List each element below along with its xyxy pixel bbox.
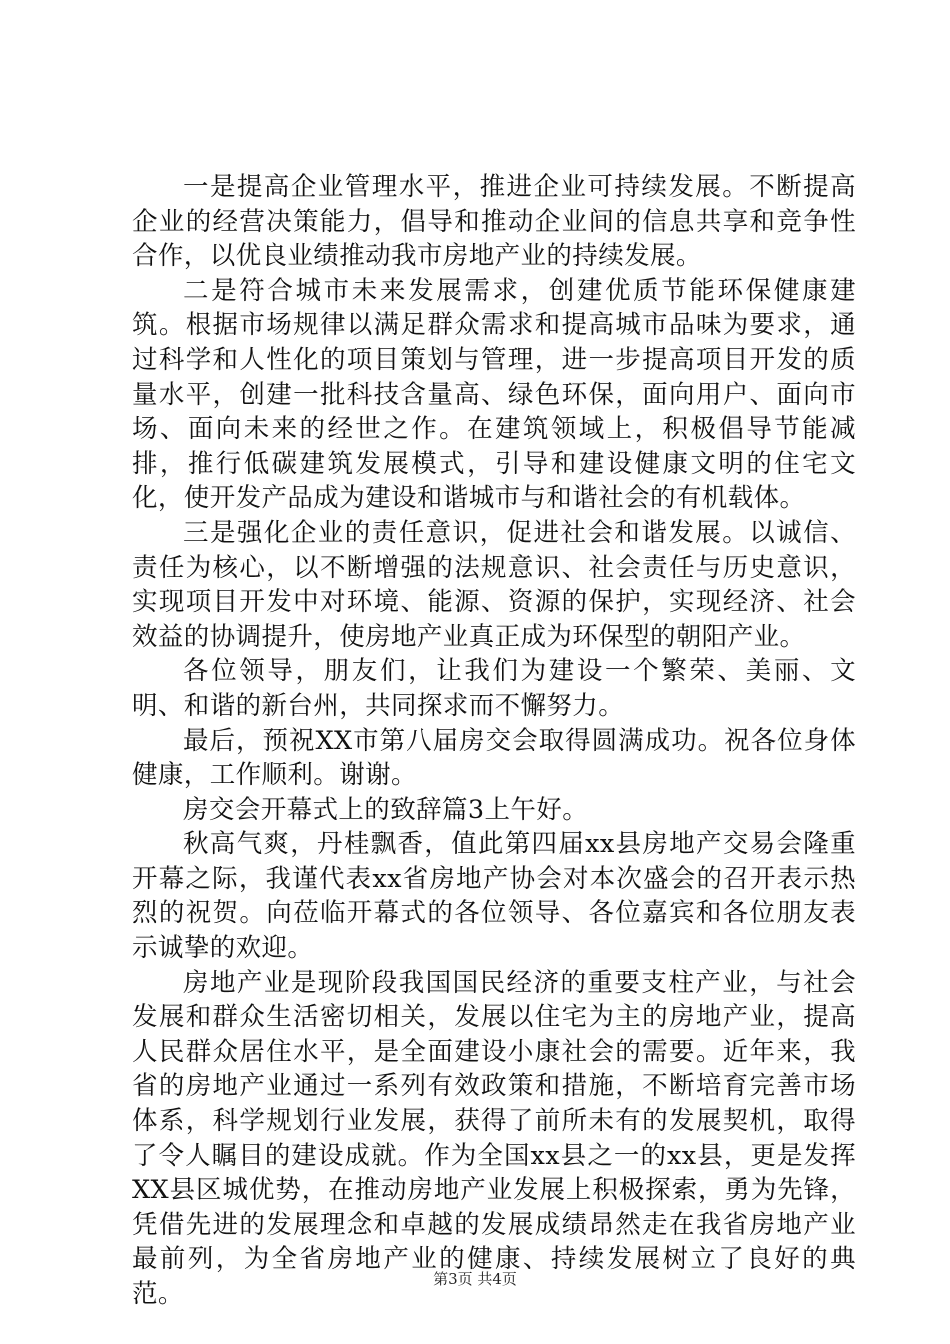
page-footer: 第3页 共4页: [433, 1270, 517, 1288]
paragraph-6: 房交会开幕式上的致辞篇3上午好。: [183, 794, 589, 825]
paragraph-5: 最后，预祝XX市第八届房交会取得圆满成功。祝各位身体健康，工作顺利。谢谢。: [132, 725, 856, 791]
paragraph-3: 三是强化企业的责任意识，促进社会和谐发展。以诚信、责任为核心，以不断增强的法规意识、社会责任与历史意识，实现项目开发中对环境、能源、资源的保护，实现经济、社会效益的协调提升，使房地产业真正成为环保型的朝阳产业。: [132, 517, 856, 652]
paragraph-8: 房地产业是现阶段我国国民经济的重要支柱产业，与社会发展和群众生活密切相关，发展以住宅为主的房地产业，提高人民群众居住水平，是全面建设小康社会的需要。近年来，我省的房地产业通过一系列有效政策和措施，不断培育完善市场体系，科学规划行业发展，获得了前所未有的发展契机，取得了令人瞩目的建设成就。作为全国xx县之一的xx县，更是发挥XX县区城优势，在推动房地产业发展上积极探索，勇为先锋，凭借先进的发展理念和卓越的发展成绩昂然走在我省房地产业最前列，为全省房地产业的健康、持续发展树立了良好的典范。: [132, 967, 856, 1309]
paragraph-2: 二是符合城市未来发展需求，创建优质节能环保健康建筑。根据市场规律以满足群众需求和提高城市品味为要求，通过科学和人性化的项目策划与管理，进一步提高项目开发的质量水平，创建一批科技含量高、绿色环保，面向用户、面向市场、面向未来的经世之作。在建筑领域上，积极倡导节能减排，推行低碳建筑发展模式，引导和建设健康文明的住宅文化，使开发产品成为建设和谐城市与和谐社会的有机载体。: [132, 275, 856, 514]
paragraph-1: 一是提高企业管理水平，推进企业可持续发展。不断提高企业的经营决策能力，倡导和推动企业间的信息共享和竞争性合作，以优良业绩推动我市房地产业的持续发展。: [132, 172, 856, 272]
paragraph-4: 各位领导，朋友们，让我们为建设一个繁荣、美丽、文明、和谐的新台州，共同探求而不懈努力。: [132, 656, 856, 721]
paragraph-7: 秋高气爽，丹桂飘香，值此第四届xx县房地产交易会隆重开幕之际，我谨代表xx省房地产协会对本次盛会的召开表示热烈的祝贺。向莅临开幕式的各位领导、各位嘉宾和各位朋友表示诚挚的欢迎。: [132, 829, 856, 964]
document-body: [132, 170, 856, 1312]
